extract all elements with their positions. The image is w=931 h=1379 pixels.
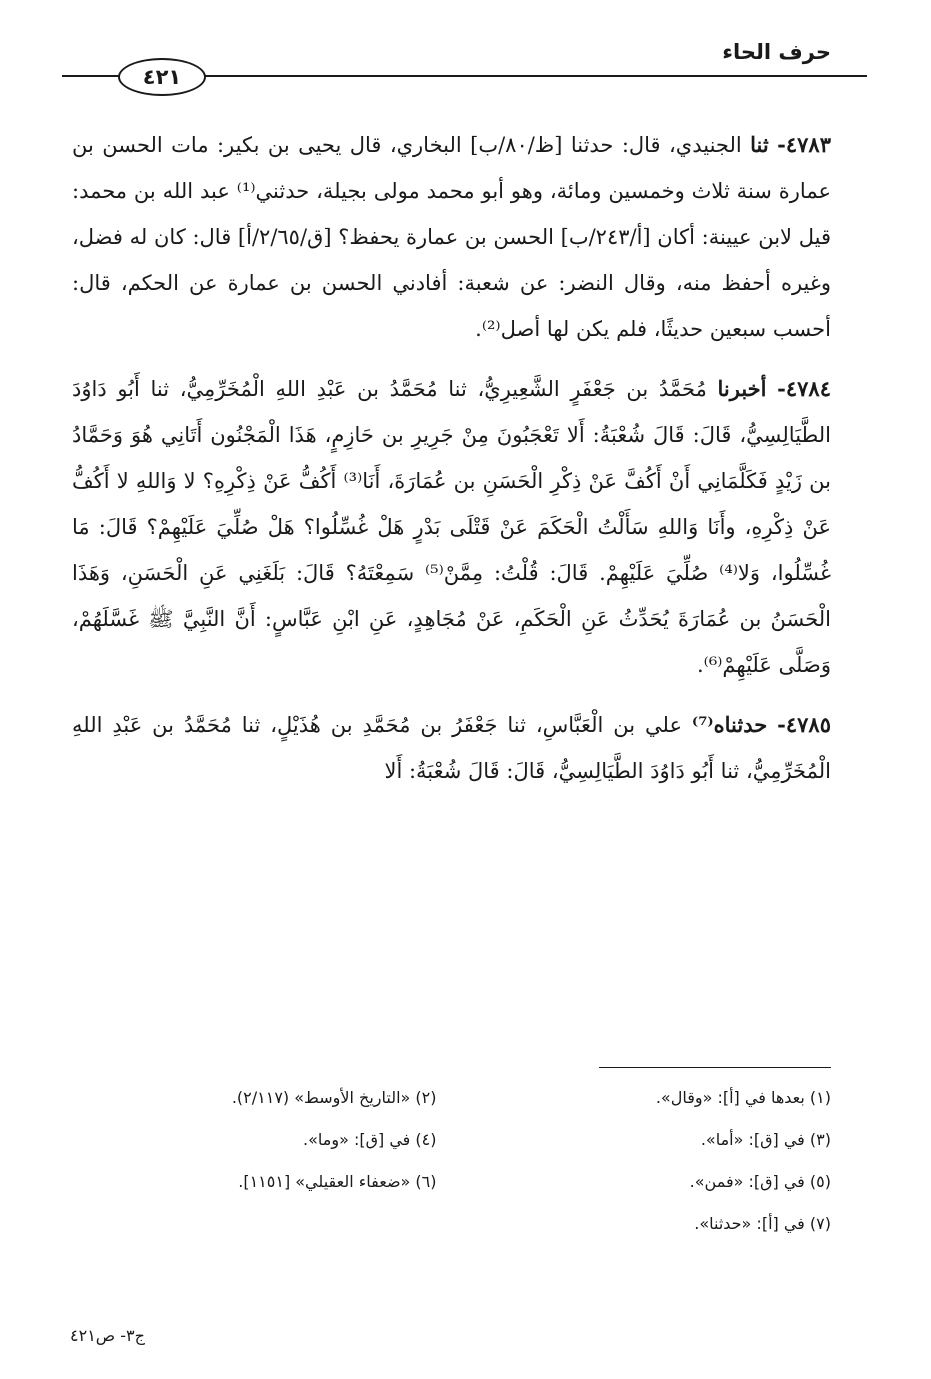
hadith-text: علي بن الْعَبَّاسِ، ثنا جَعْفَرُ بن مُحَمَّدِ بن هُذَيْلٍ، ثنا مُحَمَّدُ بن عَبْدِ اللهِ الْمُخَرِّمِيُّ، ثنا أَبُو دَاوُدَ الطَّيَالِسِيُّ، قَالَ: قَالَ شُعْبَةُ: أَلا xyxy=(72,713,831,783)
hadith-text: مُحَمَّدُ بن جَعْفَرٍ الشَّعِيرِيُّ، ثنا مُحَمَّدُ بن عَبْدِ اللهِ الْمُخَرِّمِيُّ، ثنا أَبُو دَاوُدَ الطَّيَالِسِيُّ، قَالَ: قَالَ شُعْبَةُ: أَلا تَعْجَبُونَ مِنْ جَرِيرِ بن حَازِمٍ، هَذَا الْمَجْنُون أَتَانِي هُوَ وَحَمَّادُ بن زَيْدٍ فَكَلَّمَانِي أَنْ أَكُفَّ عَنْ ذِكْرِ الْحَسَنِ بن عُمَارَةَ، أَنَا⁽³⁾ أَكُفُّ عَنْ ذِكْرِهِ؟ لا وَاللهِ لا أَكُفُّ عَنْ ذِكْرِهِ، وأَنَا وَاللهِ سَأَلْتُ الْحَكَمَ عَنْ قَتْلَى بَدْرٍ هَلْ غُسِّلُوا؟ هَلْ صُلِّيَ عَلَيْهِمْ؟ قَالَ: مَا غُسِّلُوا، وَلا⁽⁴⁾ صُلِّيَ عَلَيْهِمْ. قَالَ: قُلْتُ: مِمَّنْ⁽⁵⁾ سَمِعْتَهُ؟ قَالَ: بَلَغَنِي عَنِ الْحَسَنِ، وَهَذَا الْحَسَنُ بن عُمَارَةَ يُحَدِّثُ عَنِ الْحَكَمِ، عَنْ مُجَاهِدٍ، عَنِ ابْنِ عَبَّاسٍ: أَنَّ النَّبِيَّ ﷺ غَسَّلَهُمْ، وَصَلَّى عَلَيْهِمْ⁽⁶⁾. xyxy=(72,377,832,677)
hadith-number: ٤٧٨٥- xyxy=(777,712,831,737)
footnote: (٥) في [ق]: «فمن». xyxy=(689,1172,831,1191)
main-text xyxy=(72,122,831,808)
footnotes xyxy=(72,1080,831,1242)
running-title: حرف الحاء xyxy=(722,40,831,64)
hadith-text: الجنيدي، قال: حدثنا [ظ/٨٠/ب] البخاري، قال يحيى بن بكير: مات الحسن بن عمارة سنة ثلاث وخمسين ومائة، وهو أبو محمد مولى بجيلة، حدثني⁽¹⁾ عبد الله بن محمد: قيل لابن عيينة: أكان [أ/٢٤٣/ب] الحسن بن عمارة يحفظ؟ [ق/٢/٦٥/أ] قال: كان له فضل، وغيره أحفظ منه، وقال النضر: عن شعبة: أفادني الحسن بن عمارة عن الحكم، قال: أحسب سبعين حديثًا، فلم يكن لها أصل⁽²⁾. xyxy=(72,133,831,341)
footnote: (٤) في [ق]: «وما». xyxy=(303,1130,437,1149)
page-reference: ج٣- ص٤٢١ xyxy=(70,1326,145,1345)
footnote-rule xyxy=(599,1067,831,1068)
page-number: ٤٢١ xyxy=(142,65,182,89)
hadith-label: أخبرنا xyxy=(717,376,767,401)
footnote: (٧) في [أ]: «حدثنا». xyxy=(694,1214,831,1233)
hadith-number: ٤٧٨٤- xyxy=(777,376,831,401)
hadith-label: ثنا xyxy=(750,132,769,157)
hadith-paragraph xyxy=(72,366,831,688)
hadith-paragraph xyxy=(72,122,831,352)
footnote: (٦) «ضعفاء العقيلي» [١١٥١]. xyxy=(238,1172,437,1191)
hadith-label: حدثناه⁽⁷⁾ xyxy=(691,712,768,737)
footnote: (٢) «التاريخ الأوسط» (٢/١١٧). xyxy=(231,1088,437,1107)
footnote: (١) بعدها في [أ]: «وقال». xyxy=(655,1088,831,1107)
hadith-paragraph xyxy=(72,702,831,794)
hadith-number: ٤٧٨٣- xyxy=(777,132,831,157)
footnote: (٣) في [ق]: «أما». xyxy=(700,1130,831,1149)
page-number-badge xyxy=(118,58,206,96)
